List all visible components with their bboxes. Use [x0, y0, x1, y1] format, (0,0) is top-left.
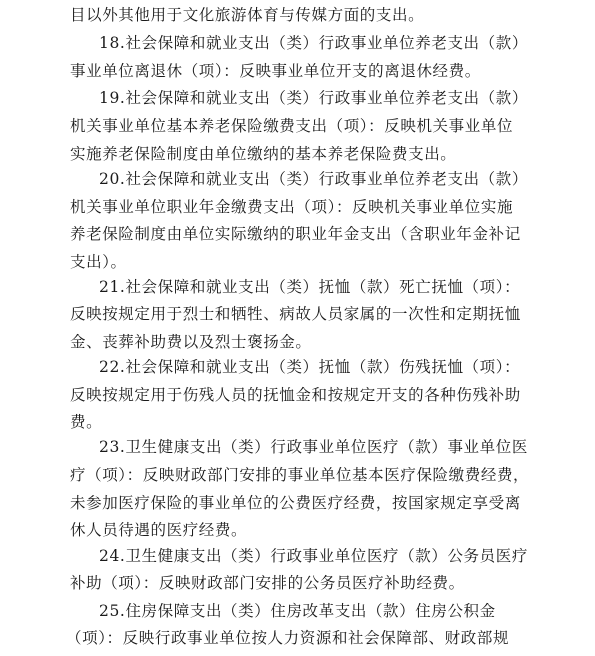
text-line: 支出）。 [70, 253, 127, 271]
text-line: 目以外其他用于文化旅游体育与传媒方面的支出。 [70, 6, 425, 24]
text-line: 21.社会保障和就业支出（类）抚恤（款）死亡抚恤（项）： [99, 278, 521, 296]
text-line: 23.卫生健康支出（类）行政事业单位医疗（款）事业单位医 [99, 438, 528, 456]
text-line: 18.社会保障和就业支出（类）行政事业单位养老支出（款） [99, 34, 528, 52]
text-line: 疗（项）：反映财政部门安排的事业单位基本医疗保险缴费经费， [70, 466, 530, 484]
text-line: 25.住房保障支出（类）住房改革支出（款）住房公积金 [99, 602, 496, 620]
text-line: 未参加医疗保险的事业单位的公费医疗经费，按国家规定享受离 [70, 494, 521, 512]
text-line: 反映按规定用于伤残人员的抚恤金和按规定开支的各种伤残补助 [70, 386, 521, 404]
text-line: 补助（项）：反映财政部门安排的公务员医疗补助经费。 [70, 574, 465, 592]
text-line: 反映按规定用于烈士和牺牲、病故人员家属的一次性和定期抚恤 [70, 305, 521, 323]
text-line: 22.社会保障和就业支出（类）抚恤（款）伤残抚恤（项）： [99, 358, 521, 376]
text-line: 24.卫生健康支出（类）行政事业单位医疗（款）公务员医疗 [99, 547, 528, 565]
text-line: 19.社会保障和就业支出（类）行政事业单位养老支出（款） [99, 89, 528, 107]
text-line: 费。 [70, 413, 103, 431]
text-line: 机关事业单位职业年金缴费支出（项）：反映机关事业单位实施 [70, 198, 514, 216]
text-line: 20.社会保障和就业支出（类）行政事业单位养老支出（款） [99, 170, 528, 188]
text-line: （项）：反映行政事业单位按人力资源和社会保障部、财政部规 [66, 629, 510, 647]
text-line: 养老保险制度由单位实际缴纳的职业年金支出（含职业年金补记 [70, 225, 521, 243]
text-line: 休人员待遇的医疗经费。 [70, 521, 248, 539]
text-line: 事业单位离退休（项）：反映事业单位开支的离退休经费。 [70, 62, 481, 80]
text-line: 机关事业单位基本养老保险缴费支出（项）：反映机关事业单位 [70, 117, 514, 135]
text-line: 实施养老保险制度由单位缴纳的基本养老保险费支出。 [70, 145, 457, 163]
text-line: 金、丧葬补助费以及烈士褒扬金。 [70, 333, 312, 351]
